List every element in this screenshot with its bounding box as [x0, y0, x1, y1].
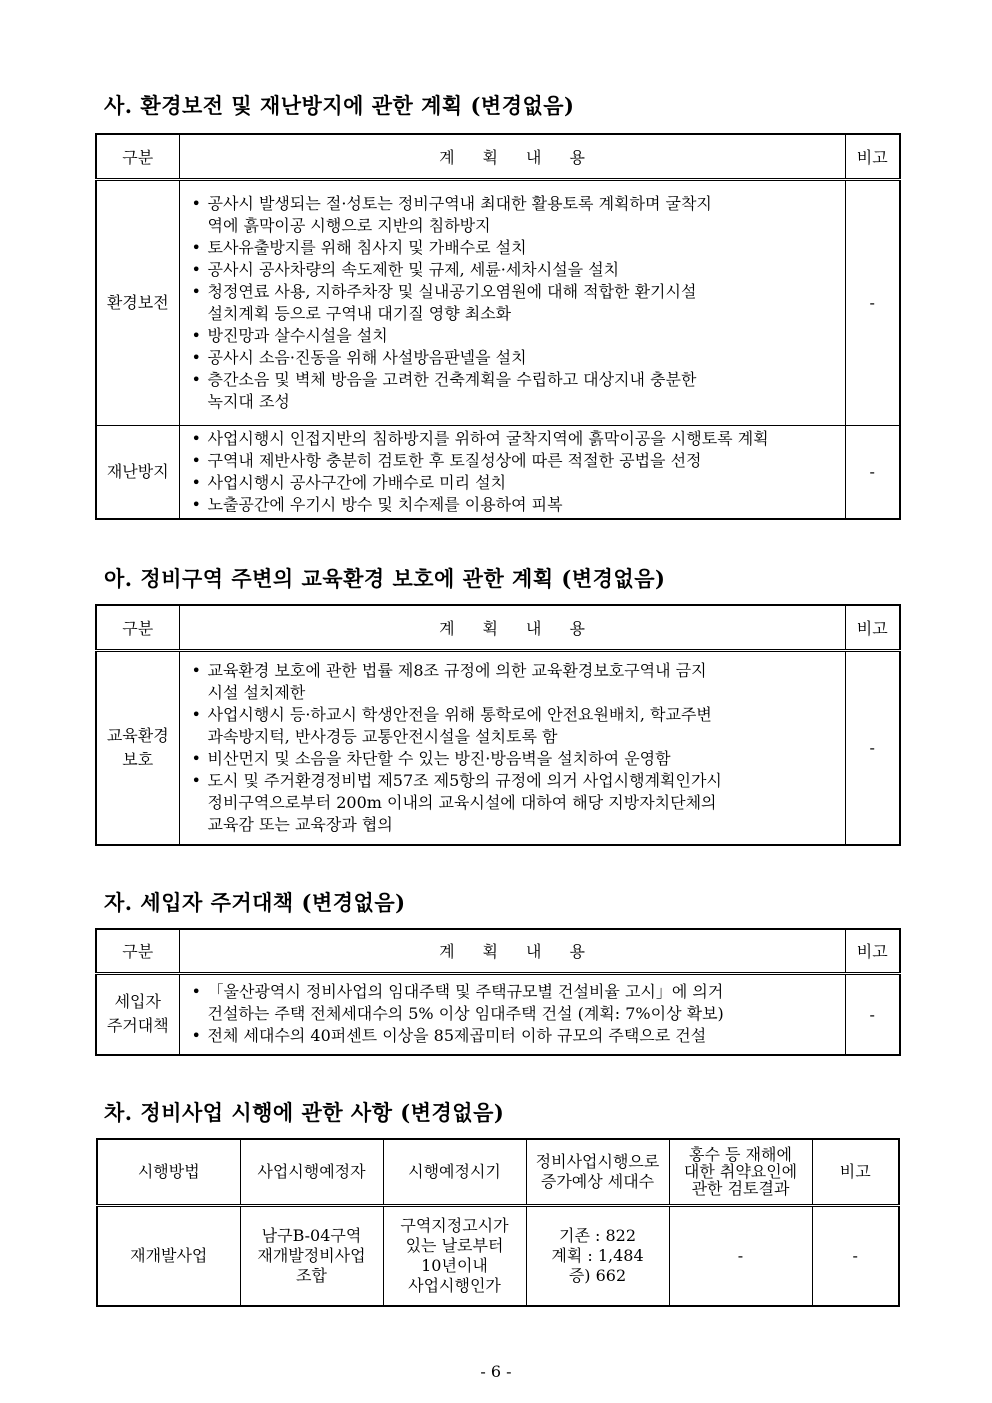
- category-line: 주거대책: [106, 1016, 169, 1036]
- cell-method: 재개발사업: [97, 1205, 240, 1306]
- row-note: -: [845, 425, 900, 519]
- col-header-operator: 사업시행예정자: [240, 1139, 383, 1205]
- cell-line: 기존 : 822: [558, 1225, 636, 1245]
- header-line: 대한 취약요인에: [683, 1162, 798, 1182]
- list-item: • 층간소음 및 벽체 방음을 고려한 건축계획을 수립하고 대상지내 충분한: [192, 369, 835, 391]
- cell-line: 계획 : 1,484: [551, 1245, 644, 1265]
- cell-line: 재개발정비사업: [257, 1245, 366, 1265]
- cell-line: 구역지정고시가: [400, 1215, 509, 1235]
- cell-line: 있는 날로부터: [405, 1235, 504, 1255]
- category-line: 교육환경: [106, 725, 169, 745]
- category-line: 세입자: [114, 992, 161, 1012]
- col-header-content: 계획내용: [179, 134, 845, 179]
- cell-households: [526, 1205, 669, 1306]
- cell-flood-review: -: [669, 1205, 812, 1306]
- section-sa-table: [95, 133, 901, 520]
- list-item-continuation: 교육감 또는 교육장과 협의: [207, 814, 393, 834]
- row-category-environment: 환경보전: [96, 179, 179, 425]
- header-line: 홍수 등 재해에: [689, 1145, 792, 1165]
- col-header-category: 구분: [96, 134, 179, 179]
- section-ja-title: 자. 세입자 주거대책 (변경없음): [104, 890, 406, 915]
- header-line: 정비사업시행으로: [535, 1151, 660, 1171]
- col-header-category: 구분: [96, 929, 179, 973]
- section-ja-table: [95, 928, 901, 1056]
- list-item: • 사업시행시 인접지반의 침하방지를 위하여 굴착지역에 흙막이공을 시행토록 계획: [192, 428, 835, 450]
- section-sa-title: 사. 환경보전 및 재난방지에 관한 계획 (변경없음): [104, 93, 575, 118]
- row-category-education: [96, 650, 179, 845]
- cell-note: -: [812, 1205, 899, 1306]
- col-header-method: 시행방법: [97, 1139, 240, 1205]
- list-item-continuation: 시설 설치제한: [207, 682, 306, 702]
- col-header-households: [526, 1139, 669, 1205]
- list-item: • 청정연료 사용, 지하주차장 및 실내공기오염원에 대해 적합한 환기시설: [192, 281, 835, 303]
- section-cha-title: 차. 정비사업 시행에 관한 사항 (변경없음): [104, 1100, 505, 1125]
- cell-line: 10년이내: [421, 1255, 488, 1275]
- col-header-note: 비고: [845, 605, 900, 650]
- col-header-note: 비고: [812, 1139, 899, 1205]
- cell-line: 증) 662: [568, 1265, 627, 1285]
- list-item: • 노출공간에 우기시 방수 및 치수제를 이용하여 피복: [192, 494, 835, 516]
- col-header-period: 시행예정시기: [383, 1139, 526, 1205]
- row-note: -: [845, 179, 900, 425]
- col-header-content: 계획내용: [179, 605, 845, 650]
- cell-line: 조합: [296, 1265, 327, 1285]
- col-header-category: 구분: [96, 605, 179, 650]
- header-line: 관한 검토결과: [691, 1179, 790, 1199]
- list-item-continuation: 설치계획 등으로 구역내 대기질 영향 최소화: [207, 303, 512, 323]
- section-cha-table: [96, 1138, 900, 1307]
- list-item: • 도시 및 주거환경정비법 제57조 제5항의 규정에 의거 사업시행계획인가시: [192, 770, 835, 792]
- row-content-education: [179, 650, 845, 845]
- cell-line: 사업시행인가: [408, 1275, 501, 1295]
- col-header-note: 비고: [845, 134, 900, 179]
- list-item: • 구역내 제반사항 충분히 검토한 후 토질성상에 따른 적절한 공법을 선정: [192, 450, 835, 472]
- section-a-table: [95, 604, 901, 846]
- list-item-continuation: 녹지대 조성: [207, 391, 290, 411]
- page-number: - 6 -: [480, 1362, 512, 1381]
- list-item: • 비산먼지 및 소음을 차단할 수 있는 방진·방음벽을 설치하여 운영함: [192, 748, 835, 770]
- list-item: • 「울산광역시 정비사업의 임대주택 및 주택규모별 건설비율 고시」에 의거: [192, 981, 835, 1003]
- header-line: 증가예상 세대수: [540, 1171, 655, 1191]
- row-category-tenant: [96, 973, 179, 1055]
- list-item: • 방진망과 살수시설을 설치: [192, 325, 835, 347]
- list-item-continuation: 역에 흙막이공 시행으로 지반의 침하방지: [207, 215, 491, 235]
- row-note: -: [845, 973, 900, 1055]
- col-header-flood-review: [669, 1139, 812, 1205]
- cell-line: 남구B-04구역: [261, 1225, 362, 1245]
- row-note: -: [845, 650, 900, 845]
- list-item-continuation: 정비구역으로부터 200m 이내의 교육시설에 대하여 해당 지방자치단체의: [207, 792, 717, 812]
- list-item: • 교육환경 보호에 관한 법률 제8조 규정에 의한 교육환경보호구역내 금지: [192, 660, 835, 682]
- row-content-disaster: [179, 425, 845, 519]
- cell-period: [383, 1205, 526, 1306]
- list-item: • 사업시행시 공사구간에 가배수로 미리 설치: [192, 472, 835, 494]
- row-content-tenant: [179, 973, 845, 1055]
- list-item: • 공사시 발생되는 절·성토는 정비구역내 최대한 활용토록 계획하며 굴착지: [192, 193, 835, 215]
- list-item: • 사업시행시 등·하교시 학생안전을 위해 통학로에 안전요원배치, 학교주변: [192, 704, 835, 726]
- list-item-continuation: 건설하는 주택 전체세대수의 5% 이상 임대주택 건설 (계획: 7%이상 확보): [207, 1004, 724, 1024]
- col-header-note: 비고: [845, 929, 900, 973]
- category-line: 보호: [122, 749, 154, 769]
- list-item-continuation: 과속방지턱, 반사경등 교통안전시설을 설치토록 함: [207, 726, 558, 746]
- section-a-title: 아. 정비구역 주변의 교육환경 보호에 관한 계획 (변경없음): [104, 566, 666, 591]
- list-item: • 공사시 소음·진동을 위해 사설방음판넬을 설치: [192, 347, 835, 369]
- list-item: • 토사유출방지를 위해 침사지 및 가배수로 설치: [192, 237, 835, 259]
- row-content-environment: [179, 179, 845, 425]
- col-header-content: 계획내용: [179, 929, 845, 973]
- cell-operator: [240, 1205, 383, 1306]
- list-item: • 공사시 공사차량의 속도제한 및 규제, 세륜·세차시설을 설치: [192, 259, 835, 281]
- row-category-disaster: 재난방지: [96, 425, 179, 519]
- list-item: • 전체 세대수의 40퍼센트 이상을 85제곱미터 이하 규모의 주택으로 건설: [192, 1025, 835, 1047]
